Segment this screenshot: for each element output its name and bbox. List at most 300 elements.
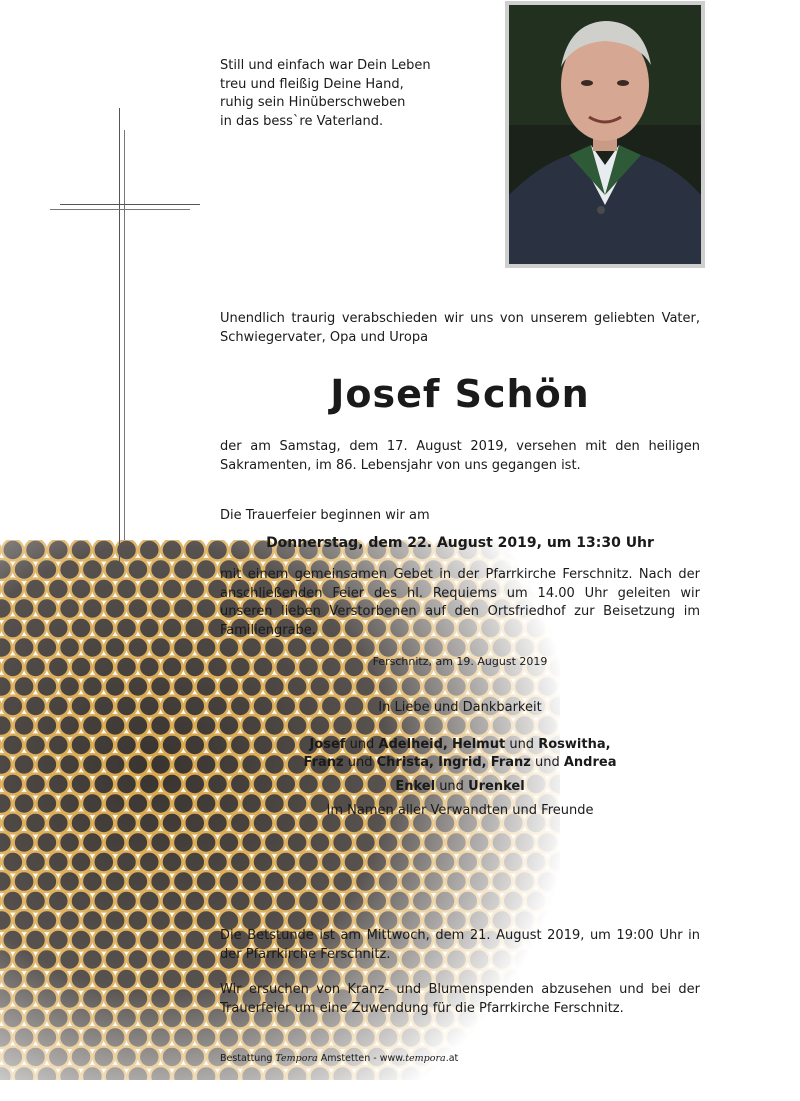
- honeycomb-cell: [537, 1066, 558, 1080]
- honeycomb-cell: [162, 735, 183, 756]
- honeycomb-cell: [48, 735, 69, 756]
- honeycomb-cell: [59, 1027, 80, 1048]
- honeycomb-cell: [0, 1008, 1, 1029]
- honeycomb-cell: [105, 793, 126, 814]
- honeycomb-cell: [435, 891, 456, 912]
- honeycomb-cell: [457, 891, 478, 912]
- honeycomb-cell: [378, 832, 399, 853]
- honeycomb-cell: [127, 637, 148, 658]
- honeycomb-cell: [207, 852, 228, 873]
- honeycomb-cell: [105, 910, 126, 931]
- family-conjunction: und: [439, 779, 464, 794]
- cross-horizontal-line: [60, 204, 200, 205]
- poem-line: treu und fleißig Deine Hand,: [220, 76, 404, 92]
- honeycomb-cell: [184, 579, 205, 600]
- honeycomb-cell: [139, 774, 160, 795]
- honeycomb-cell: [423, 1066, 444, 1080]
- footer-tld: .at: [445, 1053, 459, 1064]
- honeycomb-cell: [332, 676, 353, 697]
- honeycomb-cell: [93, 774, 114, 795]
- honeycomb-cell: [82, 715, 103, 736]
- honeycomb-cell: [150, 988, 171, 1009]
- honeycomb-cell: [82, 598, 103, 619]
- honeycomb-cell: [196, 988, 217, 1009]
- honeycomb-cell: [127, 1027, 148, 1048]
- honeycomb-cell: [105, 559, 126, 580]
- honeycomb-cell: [423, 715, 444, 736]
- honeycomb-cell: [218, 1027, 239, 1048]
- honeycomb-cell: [309, 871, 330, 892]
- honeycomb-cell: [150, 910, 171, 931]
- honeycomb-cell: [25, 813, 46, 834]
- honeycomb-cell: [196, 676, 217, 697]
- honeycomb-cell: [127, 871, 148, 892]
- honeycomb-cell: [2, 579, 23, 600]
- honeycomb-cell: [491, 871, 512, 892]
- honeycomb-cell: [105, 1066, 126, 1080]
- honeycomb-cell: [150, 1066, 171, 1080]
- honeycomb-cell: [400, 715, 421, 736]
- honeycomb-cell: [412, 891, 433, 912]
- honeycomb-cell: [2, 735, 23, 756]
- honeycomb-cell: [2, 657, 23, 678]
- honeycomb-cell: [36, 715, 57, 736]
- honeycomb-cell: [59, 871, 80, 892]
- honeycomb-cell: [0, 832, 12, 853]
- honeycomb-cell: [400, 676, 421, 697]
- honeycomb-cell: [400, 871, 421, 892]
- poem-line: in das bess`re Vaterland.: [220, 113, 384, 129]
- honeycomb-cell: [173, 754, 194, 775]
- honeycomb-cell: [162, 969, 183, 990]
- honeycomb-cell: [173, 871, 194, 892]
- honeycomb-cell: [48, 540, 69, 561]
- honeycomb-cell: [150, 598, 171, 619]
- poem-line: Still und einfach war Dein Leben: [220, 58, 431, 73]
- deceased-name: Josef Schön: [330, 372, 590, 416]
- honeycomb-cell: [0, 657, 1, 678]
- honeycomb-cell: [139, 735, 160, 756]
- honeycomb-cell: [162, 696, 183, 717]
- honeycomb-cell: [264, 676, 285, 697]
- honeycomb-cell: [469, 832, 490, 853]
- family-name: Helmut: [452, 737, 506, 752]
- honeycomb-cell: [127, 832, 148, 853]
- honeycomb-cell: [59, 910, 80, 931]
- honeycomb-cell: [25, 891, 46, 912]
- honeycomb-cell: [0, 871, 12, 892]
- honeycomb-cell: [150, 715, 171, 736]
- honeycomb-cell: [71, 969, 92, 990]
- honeycomb-cell: [309, 715, 330, 736]
- honeycomb-cell: [71, 1008, 92, 1029]
- honeycomb-cell: [105, 676, 126, 697]
- honeycomb-cell: [48, 1008, 69, 1029]
- honeycomb-cell: [457, 852, 478, 873]
- family-separator: ,: [481, 755, 487, 770]
- closing-phrase: In Liebe und Dankbarkeit: [378, 700, 542, 715]
- funeral-date: Donnerstag, dem 22. August 2019, um 13:30 Uhr: [266, 535, 654, 551]
- honeycomb-cell: [93, 852, 114, 873]
- honeycomb-cell: [378, 676, 399, 697]
- honeycomb-cell: [173, 598, 194, 619]
- honeycomb-cell: [105, 1027, 126, 1048]
- honeycomb-cell: [150, 793, 171, 814]
- honeycomb-cell: [366, 891, 387, 912]
- honeycomb-cell: [332, 832, 353, 853]
- honeycomb-cell: [446, 1027, 467, 1048]
- honeycomb-cell: [184, 852, 205, 873]
- honeycomb-cell: [36, 637, 57, 658]
- honeycomb-cell: [139, 813, 160, 834]
- honeycomb-cell: [469, 1066, 490, 1080]
- honeycomb-cell: [14, 1066, 35, 1080]
- honeycomb-cell: [25, 657, 46, 678]
- honeycomb-cell: [71, 579, 92, 600]
- honeycomb-cell: [491, 1027, 512, 1048]
- honeycomb-cell: [491, 676, 512, 697]
- honeycomb-cell: [537, 715, 558, 736]
- honeycomb-cell: [355, 1027, 376, 1048]
- honeycomb-cell: [127, 676, 148, 697]
- honeycomb-cell: [0, 637, 12, 658]
- honeycomb-cell: [480, 852, 501, 873]
- honeycomb-cell: [14, 832, 35, 853]
- honeycomb-cell: [196, 1027, 217, 1048]
- honeycomb-cell: [150, 871, 171, 892]
- honeycomb-cell: [526, 1047, 547, 1068]
- funeral-lead-text: Die Trauerfeier beginnen wir am: [220, 508, 430, 523]
- honeycomb-cell: [139, 1047, 160, 1068]
- honeycomb-cell: [196, 793, 217, 814]
- honeycomb-cell: [400, 1027, 421, 1048]
- honeycomb-cell: [25, 852, 46, 873]
- family-name: Josef: [309, 737, 346, 752]
- honeycomb-cell: [241, 871, 262, 892]
- honeycomb-cell: [287, 676, 308, 697]
- honeycomb-cell: [184, 813, 205, 834]
- honeycomb-cell: [127, 754, 148, 775]
- honeycomb-cell: [514, 715, 535, 736]
- honeycomb-cell: [287, 715, 308, 736]
- honeycomb-cell: [82, 1027, 103, 1048]
- honeycomb-cell: [14, 559, 35, 580]
- honeycomb-cell: [48, 930, 69, 951]
- honeycomb-cell: [184, 540, 205, 561]
- honeycomb-cell: [264, 715, 285, 736]
- honeycomb-cell: [332, 871, 353, 892]
- prayer-hour-text: Die Betstunde ist am Mittwoch, dem 21. August 2019, um 19:00 Uhr in der Pfarrkirche Ferschnitz.: [220, 928, 700, 962]
- honeycomb-cell: [218, 1066, 239, 1080]
- honeycomb-cell: [105, 598, 126, 619]
- honeycomb-cell: [162, 618, 183, 639]
- honeycomb-cell: [378, 1066, 399, 1080]
- honeycomb-cell: [526, 891, 547, 912]
- honeycomb-cell: [82, 1066, 103, 1080]
- honeycomb-cell: [14, 598, 35, 619]
- honeycomb-cell: [48, 852, 69, 873]
- family-name: Adelheid: [378, 737, 443, 752]
- honeycomb-cell: [25, 930, 46, 951]
- honeycomb-cell: [93, 540, 114, 561]
- honeycomb-cell: [389, 891, 410, 912]
- honeycomb-cell: [0, 754, 12, 775]
- family-separator: ,: [429, 755, 434, 770]
- honeycomb-cell: [173, 1027, 194, 1048]
- honeycomb-cell: [48, 579, 69, 600]
- honeycomb-cell: [82, 988, 103, 1009]
- family-all-relatives: Im Namen aller Verwandten und Freunde: [326, 803, 594, 818]
- honeycomb-cell: [480, 891, 501, 912]
- honeycomb-cell: [400, 1066, 421, 1080]
- family-name: Christa: [376, 755, 429, 770]
- honeycomb-cell: [218, 676, 239, 697]
- honeycomb-cell: [139, 618, 160, 639]
- honeycomb-cell: [184, 696, 205, 717]
- honeycomb-cell: [264, 1066, 285, 1080]
- honeycomb-cell: [173, 832, 194, 853]
- honeycomb-cell: [0, 1047, 1, 1068]
- honeycomb-cell: [116, 891, 137, 912]
- honeycomb-cell: [332, 715, 353, 736]
- honeycomb-cell: [25, 696, 46, 717]
- honeycomb-cell: [150, 754, 171, 775]
- honeycomb-cell: [48, 1047, 69, 1068]
- honeycomb-cell: [93, 657, 114, 678]
- honeycomb-cell: [48, 969, 69, 990]
- honeycomb-cell: [241, 715, 262, 736]
- honeycomb-cell: [173, 793, 194, 814]
- honeycomb-cell: [93, 813, 114, 834]
- honeycomb-cell: [116, 969, 137, 990]
- honeycomb-cell: [48, 774, 69, 795]
- honeycomb-cell: [150, 1027, 171, 1048]
- honeycomb-cell: [196, 949, 217, 970]
- honeycomb-cell: [537, 832, 558, 853]
- honeycomb-cell: [2, 969, 23, 990]
- honeycomb-cell: [14, 754, 35, 775]
- honeycomb-cell: [0, 579, 1, 600]
- honeycomb-cell: [0, 852, 1, 873]
- honeycomb-cell: [48, 813, 69, 834]
- honeycomb-cell: [93, 735, 114, 756]
- honeycomb-cell: [423, 871, 444, 892]
- honeycomb-cell: [196, 832, 217, 853]
- honeycomb-cell: [503, 1047, 524, 1068]
- honeycomb-cell: [0, 618, 1, 639]
- honeycomb-cell: [162, 852, 183, 873]
- honeycomb-cell: [127, 559, 148, 580]
- honeycomb-cell: [469, 871, 490, 892]
- honeycomb-cell: [93, 579, 114, 600]
- honeycomb-cell: [207, 891, 228, 912]
- honeycomb-cell: [355, 871, 376, 892]
- portrait-image: [509, 5, 701, 264]
- honeycomb-cell: [82, 637, 103, 658]
- honeycomb-cell: [162, 540, 183, 561]
- honeycomb-cell: [82, 754, 103, 775]
- honeycomb-cell: [71, 774, 92, 795]
- honeycomb-cell: [537, 871, 558, 892]
- honeycomb-cell: [116, 735, 137, 756]
- honeycomb-cell: [105, 637, 126, 658]
- poem-line: ruhig sein Hinüberschweben: [220, 95, 406, 110]
- honeycomb-cell: [139, 579, 160, 600]
- honeycomb-cell: [14, 637, 35, 658]
- honeycomb-cell: [48, 696, 69, 717]
- honeycomb-cell: [59, 949, 80, 970]
- footer-prefix: Bestattung: [220, 1053, 273, 1064]
- honeycomb-cell: [36, 1066, 57, 1080]
- family-line: [220, 736, 700, 754]
- honeycomb-cell: [446, 871, 467, 892]
- honeycomb-cell: [435, 852, 456, 873]
- honeycomb-cell: [2, 1047, 23, 1068]
- honeycomb-cell: [14, 949, 35, 970]
- honeycomb-cell: [184, 1047, 205, 1068]
- honeycomb-cell: [105, 871, 126, 892]
- honeycomb-cell: [173, 1066, 194, 1080]
- honeycomb-cell: [253, 891, 274, 912]
- honeycomb-cell: [264, 871, 285, 892]
- honeycomb-cell: [162, 1008, 183, 1029]
- honeycomb-cell: [59, 988, 80, 1009]
- honeycomb-cell: [139, 969, 160, 990]
- honeycomb-cell: [82, 559, 103, 580]
- honeycomb-cell: [150, 676, 171, 697]
- honeycomb-cell: [264, 832, 285, 853]
- honeycomb-cell: [116, 618, 137, 639]
- honeycomb-cell: [2, 618, 23, 639]
- intro-text: Unendlich traurig verabschieden wir uns von unserem geliebten Vater, Schwiegervater, Opa und Uropa: [220, 311, 700, 345]
- honeycomb-cell: [332, 1027, 353, 1048]
- honeycomb-cell: [355, 715, 376, 736]
- honeycomb-cell: [446, 715, 467, 736]
- honeycomb-cell: [139, 891, 160, 912]
- honeycomb-cell: [116, 852, 137, 873]
- honeycomb-cell: [0, 559, 12, 580]
- honeycomb-cell: [196, 559, 217, 580]
- honeycomb-cell: [196, 637, 217, 658]
- funeral-home-footer: [220, 1053, 458, 1064]
- honeycomb-cell: [321, 891, 342, 912]
- honeycomb-cell: [150, 559, 171, 580]
- honeycomb-cell: [241, 832, 262, 853]
- family-name: Ingrid: [438, 755, 482, 770]
- honeycomb-cell: [309, 1066, 330, 1080]
- honeycomb-cell: [14, 1027, 35, 1048]
- family-name: Urenkel: [468, 779, 525, 794]
- honeycomb-cell: [139, 852, 160, 873]
- honeycomb-cell: [139, 540, 160, 561]
- honeycomb-cell: [378, 871, 399, 892]
- honeycomb-cell: [309, 832, 330, 853]
- honeycomb-cell: [14, 871, 35, 892]
- honeycomb-cell: [116, 774, 137, 795]
- donation-request-text: Wir ersuchen von Kranz- und Blumenspenden abzusehen und bei der Trauerfeier um eine Zuwendung für die Pfarrkirche Ferschnitz.: [220, 982, 700, 1016]
- honeycomb-cell: [116, 930, 137, 951]
- honeycomb-cell: [71, 813, 92, 834]
- cross-vertical-line-inner: [124, 130, 125, 540]
- honeycomb-cell: [162, 657, 183, 678]
- honeycomb-cell: [355, 832, 376, 853]
- honeycomb-cell: [127, 949, 148, 970]
- honeycomb-cell: [93, 1047, 114, 1068]
- cross-vertical-line: [119, 108, 120, 563]
- honeycomb-cell: [25, 969, 46, 990]
- honeycomb-cell: [71, 1047, 92, 1068]
- honeycomb-cell: [25, 618, 46, 639]
- honeycomb-cell: [116, 696, 137, 717]
- honeycomb-cell: [127, 910, 148, 931]
- family-conjunction: und: [347, 755, 373, 770]
- honeycomb-cell: [36, 910, 57, 931]
- honeycomb-cell: [59, 754, 80, 775]
- honeycomb-cell: [150, 832, 171, 853]
- honeycomb-cell: [173, 559, 194, 580]
- honeycomb-cell: [184, 891, 205, 912]
- honeycomb-cell: [71, 657, 92, 678]
- honeycomb-cell: [93, 930, 114, 951]
- honeycomb-cell: [173, 715, 194, 736]
- honeycomb-cell: [59, 832, 80, 853]
- honeycomb-cell: [59, 598, 80, 619]
- honeycomb-cell: [0, 696, 1, 717]
- honeycomb-cell: [2, 1008, 23, 1029]
- honeycomb-cell: [366, 852, 387, 873]
- honeycomb-cell: [514, 832, 535, 853]
- honeycomb-cell: [25, 1047, 46, 1068]
- honeycomb-cell: [446, 832, 467, 853]
- family-name: Andrea: [563, 755, 617, 770]
- honeycomb-cell: [139, 696, 160, 717]
- honeycomb-cell: [241, 676, 262, 697]
- family-line: [220, 754, 700, 772]
- honeycomb-cell: [127, 1066, 148, 1080]
- honeycomb-cell: [287, 871, 308, 892]
- honeycomb-cell: [48, 891, 69, 912]
- honeycomb-cell: [71, 891, 92, 912]
- honeycomb-cell: [378, 1027, 399, 1048]
- honeycomb-cell: [548, 852, 560, 873]
- honeycomb-cell: [105, 715, 126, 736]
- honeycomb-cell: [59, 715, 80, 736]
- honeycomb-cell: [514, 871, 535, 892]
- honeycomb-cell: [71, 540, 92, 561]
- family-name: Roswitha: [538, 737, 606, 752]
- honeycomb-cell: [253, 852, 274, 873]
- honeycomb-cell: [2, 696, 23, 717]
- honeycomb-cell: [457, 1047, 478, 1068]
- family-conjunction: und: [349, 737, 375, 752]
- honeycomb-cell: [0, 793, 12, 814]
- honeycomb-cell: [82, 793, 103, 814]
- honeycomb-cell: [93, 696, 114, 717]
- honeycomb-cell: [309, 1027, 330, 1048]
- honeycomb-cell: [116, 813, 137, 834]
- honeycomb-cell: [184, 618, 205, 639]
- honeycomb-cell: [59, 793, 80, 814]
- honeycomb-cell: [355, 1066, 376, 1080]
- honeycomb-cell: [2, 891, 23, 912]
- honeycomb-cell: [14, 793, 35, 814]
- honeycomb-cell: [537, 676, 558, 697]
- honeycomb-cell: [332, 1066, 353, 1080]
- honeycomb-cell: [127, 988, 148, 1009]
- honeycomb-cell: [105, 832, 126, 853]
- honeycomb-cell: [241, 1027, 262, 1048]
- honeycomb-cell: [59, 637, 80, 658]
